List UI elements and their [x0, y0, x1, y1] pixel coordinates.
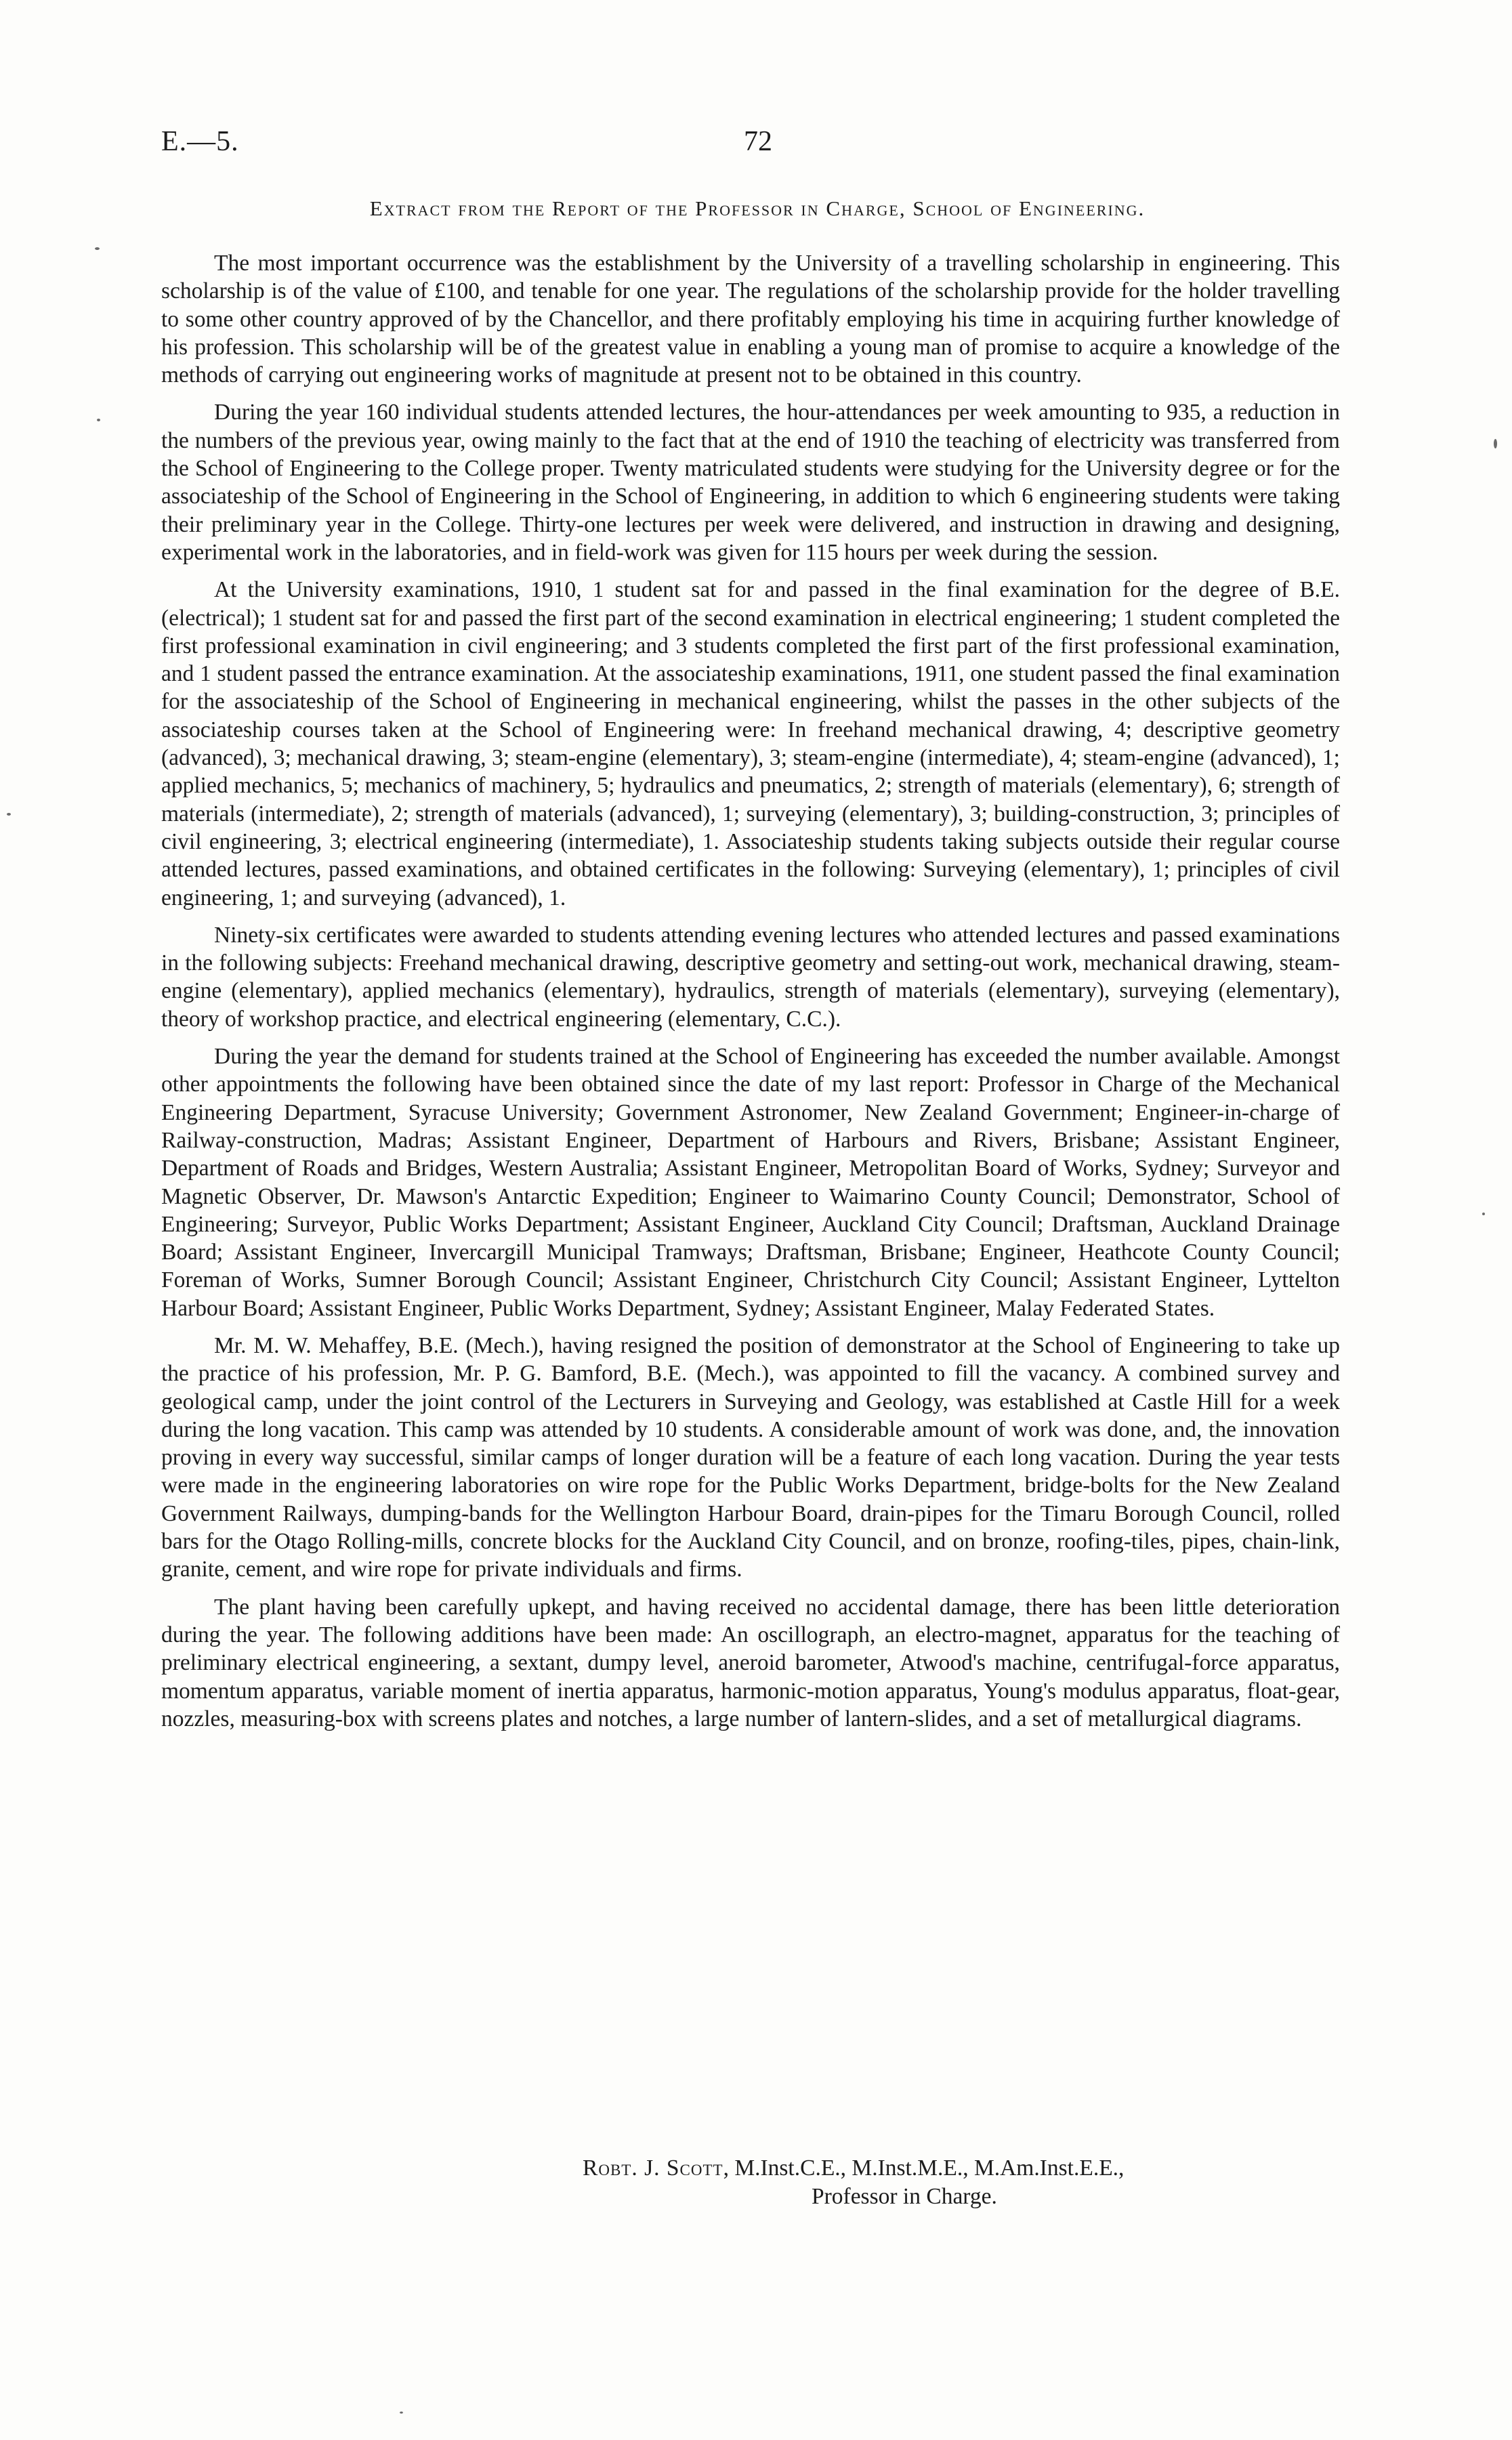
paragraph-scholarship: The most important occurrence was the establishment by the University of a travelling scholarship in engineering. This scholarship is of the value of £100, and tenable for one year. The regulations of the scholarship provide for the holder travelling to some other country approved of by the Chancellor, and there profitably employing his time in acquiring further knowledge of his profession. This scholarship will be of the greatest value in enabling a young man of promise to acquire a knowledge of the methods of carrying out engineering works of magnitude at present not to be obtained in this country.: [161, 251, 1340, 388]
paragraph-attendance: During the year 160 individual students attended lectures, the hour-attendances per week amounting to 935, a reduction in the numbers of the previous year, owing mainly to the fact that at the end of 1910 the teaching of electricity was transferred from the School of Engineering to the College proper. Twenty matriculated students were studying for the University degree or for the associateship of the School of Engineering in the School of Engineering, in addition to which 6 engineering students were taking their preliminary year in the College. Thirty-one lectures per week were delivered, and instruction in drawing and designing, experimental work in the laboratories, and in field-work was given for 115 hours per week during the session.: [161, 400, 1340, 565]
paragraph-examinations: At the University examinations, 1910, 1 student sat for and passed in the final examination for the degree of B.E. (electrical); 1 student sat for and passed the first part of the second examination in electrical engineering; 1 student completed the first professional examination in civil engineering; and 3 students completed the first part of the first professional examination, and 1 student passed the entrance examination. At the associateship examinations, 1911, one student passed the final examination for the associateship of the School of Engineering in mechanical engineering, whilst the passes in the other subjects of the associateship courses taken at the School of Engineering were: In freehand mechanical drawing, 4; descriptive geometry (advanced), 3; mechanical drawing, 3; steam-engine (elementary), 3; steam-engine (intermediate), 4; steam-engine (advanced), 1; applied mechanics, 5; mechanics of machinery, 5; hydraulics and pneumatics, 2; strength of materials (elementary), 6; strength of materials (intermediate), 2; strength of materials (advanced), 1; surveying (elementary), 3; building-construction, 3; principles of civil engineering, 3; electrical engineering (intermediate), 1. Associateship students taking subjects outside their regular course attended lectures, passed examinations, and obtained certificates in the following: Surveying (elementary), 1; principles of civil engineering, 1; and surveying (advanced), 1.: [161, 577, 1340, 910]
paragraph-certificates: Ninety-six certificates were awarded to students attending evening lectures who attended lectures and passed examinations in the following subjects: Freehand mechanical drawing, descriptive geometry and setting-out work, mechanical drawing, steam-engine (elementary), applied mechanics (elementary), hydraulics, strength of materials (elementary), surveying (elementary), theory of workshop practice, and electrical engineering (elementary, C.C.).: [161, 922, 1340, 1032]
signature-block: [583, 2154, 1328, 2211]
paragraph-appointments: During the year the demand for students trained at the School of Engineering has exceeded the number available. Amongst other appointments the following have been obtained since the date of my last report: Professor in Charge of the Mechanical Engineering Department, Syracuse University; Government Astronomer, New Zealand Government; Engineer-in-charge of Railway-construction, Madras; Assistant Engineer, Department of Harbours and Rivers, Brisbane; Assistant Engineer, Department of Roads and Bridges, Western Australia; Assistant Engineer, Metropolitan Board of Works, Sydney; Surveyor and Magnetic Observer, Dr. Mawson's Antarctic Expedition; Engineer to Waimarino County Council; Demonstrator, School of Engineering; Surveyor, Public Works Department; Assistant Engineer, Auckland City Council; Draftsman, Auckland Drainage Board; Assistant Engineer, Invercargill Municipal Tramways; Draftsman, Brisbane; Engineer, Heathcote County Council; Foreman of Works, Sumner Borough Council; Assistant Engineer, Christchurch City Council; Assistant Engineer, Lyttelton Harbour Board; Assistant Engineer, Public Works Department, Sydney; Assistant Engineer, Malay Federated States.: [161, 1044, 1340, 1321]
section-title: Extract from the Report of the Professor in Charge, School of Engineering.: [369, 196, 1146, 220]
signatory-line: [583, 2154, 1328, 2183]
document-reference: E.—5.: [161, 126, 239, 157]
page-header: [161, 125, 1353, 166]
signatory-name: Robt. J. Scott: [583, 2155, 723, 2181]
signatory-credentials: , M.Inst.C.E., M.Inst.M.E., M.Am.Inst.E.E.,: [723, 2155, 1125, 2181]
signatory-title: Professor in Charge.: [812, 2184, 997, 2209]
paragraph-staff-and-tests: Mr. M. W. Mehaffey, B.E. (Mech.), having resigned the position of demonstrator at the School of Engineering to take up the practice of his profession, Mr. P. G. Bamford, B.E. (Mech.), was appointed to fill the vacancy. A combined survey and geological camp, under the joint control of the Lecturers in Surveying and Geology, was established at Castle Hill for a week during the long vacation. This camp was attended by 10 students. A considerable amount of work was done, and, the innovation proving in every way successful, similar camps of longer duration will be a feature of each long vacation. During the year tests were made in the engineering laboratories on wire rope for the Public Works Department, bridge-bolts for the New Zealand Government Railways, dumping-bands for the Wellington Harbour Board, drain-pipes for the Timaru Borough Council, rolled bars for the Otago Rolling-mills, concrete blocks for the Auckland City Council, and on bronze, roofing-tiles, pipes, chain-link, granite, cement, and wire rope for private individuals and firms.: [161, 1332, 1340, 1582]
scan-speck: [1482, 1213, 1485, 1215]
scan-speck: [97, 419, 100, 421]
page-number: 72: [744, 126, 772, 157]
scan-speck: [400, 2412, 403, 2414]
scan-speck: [7, 813, 11, 816]
scan-speck: [1494, 439, 1497, 448]
scan-speck: [95, 247, 100, 250]
paragraph-plant-additions: The plant having been carefully upkept, and having received no accidental damage, there has been little deterioration during the year. The following additions have been made: An oscillograph, an electro-magnet, apparatus for the teaching of preliminary electrical engineering, a sextant, dumpy level, aneroid barometer, Atwood's machine, centrifugal-force apparatus, momentum apparatus, variable moment of inertia apparatus, harmonic-motion apparatus, Young's modulus apparatus, float-gear, nozzles, measuring-box with screens plates and notches, a large number of lantern-slides, and a set of metallurgical diagrams.: [161, 1594, 1340, 1731]
report-body: [161, 249, 1340, 1742]
